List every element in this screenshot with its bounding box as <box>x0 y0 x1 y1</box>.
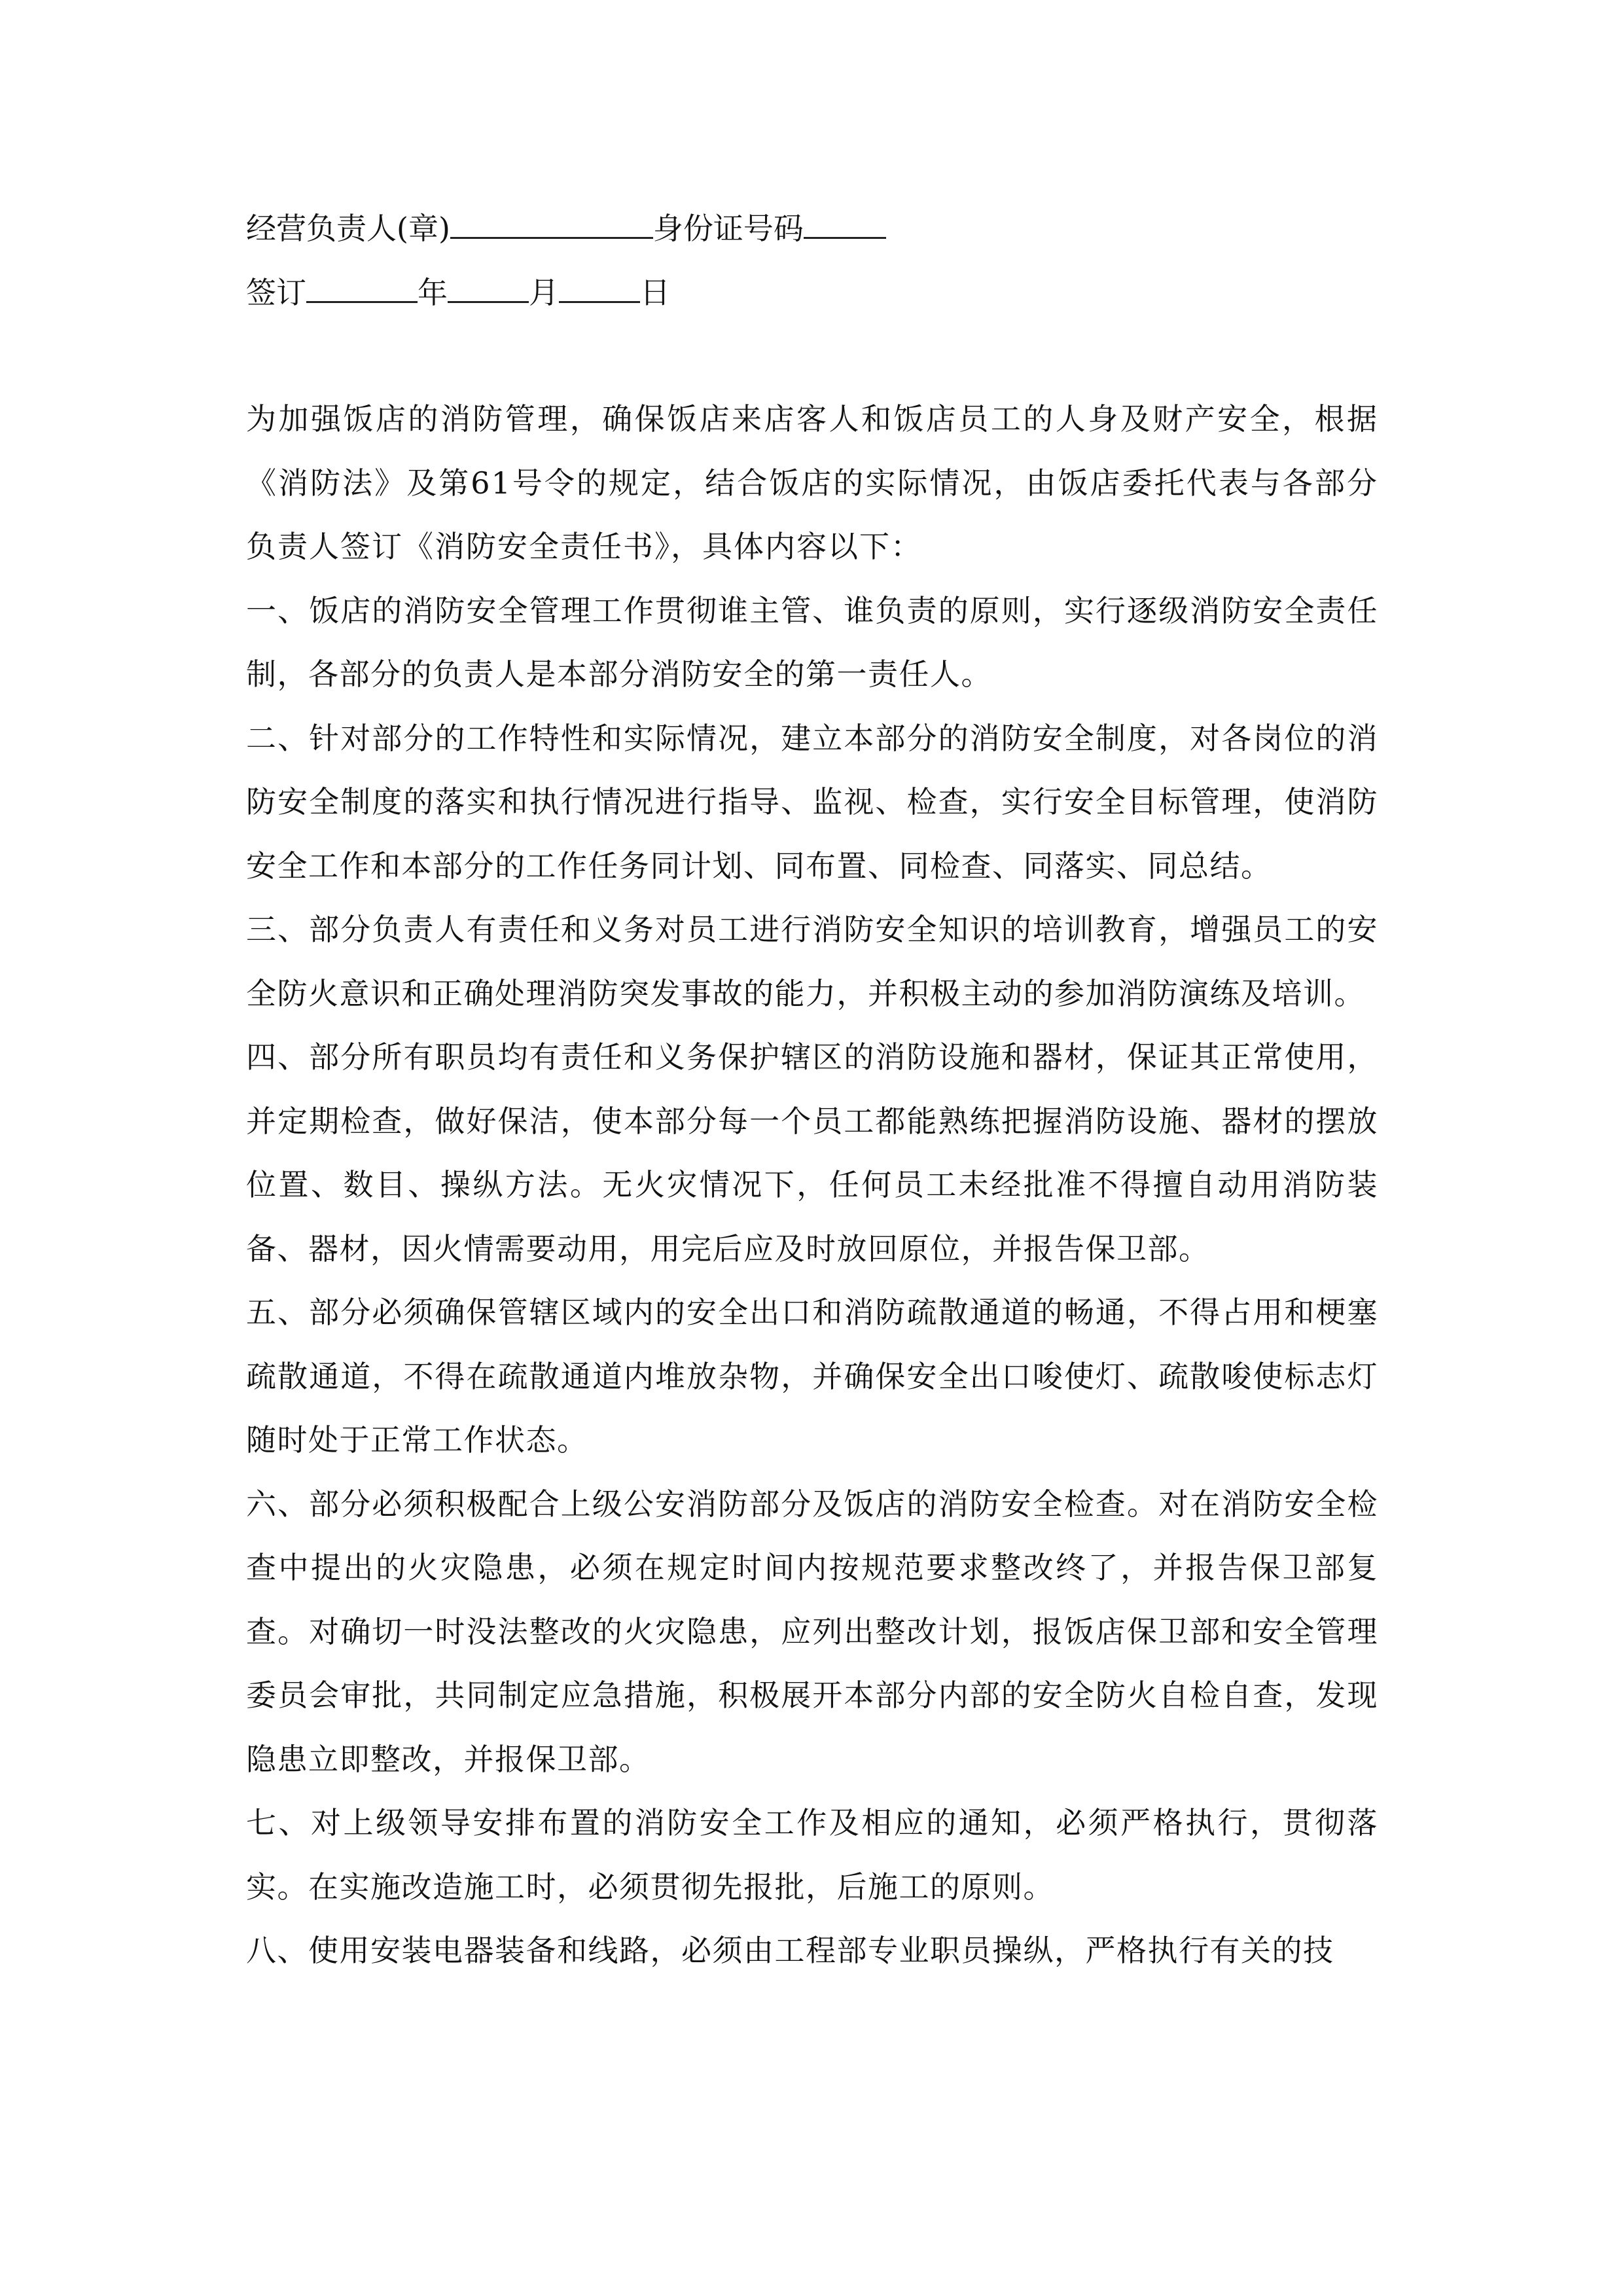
id-number-blank[interactable] <box>804 209 886 239</box>
clause-1-paragraph: 一、饭店的消防安全管理工作贯彻谁主管、谁负责的原则，实行逐级消防安全责任制，各部分的负责人是本部分消防安全的第一责任人。 <box>246 592 1378 692</box>
clause-4-paragraph: 四、部分所有职员均有责任和义务保护辖区的消防设施和器材，保证其正常使用，并定期检查，做好保洁，使本部分每一个员工都能熟练把握消防设施、器材的摆放位置、数目、操纵方法。无火灾情况下，任何员工未经批准不得擅自动用消防装备、器材，因火情需要动用，用完后应及时放回原位，并报告保卫部。 <box>246 1039 1378 1266</box>
clause-8-paragraph: 八、使用安装电器装备和线路，必须由工程部专业职员操纵，严格执行有关的技 <box>246 1933 1334 1968</box>
year-label: 年 <box>418 275 448 310</box>
month-blank[interactable] <box>448 274 529 303</box>
responsible-person-label: 经营负责人(章) <box>246 211 450 246</box>
clause-6-paragraph: 六、部分必须积极配合上级公安消防部分及饭店的消防安全检查。对在消防安全检查中提出的火灾隐患，必须在规定时间内按规范要求整改终了，并报告保卫部复查。对确切一时没法整改的火灾隐患，应列出整改计划，报饭店保卫部和安全管理委员会审批，共同制定应急措施，积极展开本部分内部的安全防火自检自查，发现隐患立即整改，并报保卫部。 <box>246 1486 1378 1777</box>
signing-date-line <box>246 260 1424 325</box>
id-number-label: 身份证号码 <box>652 211 804 246</box>
signing-label: 签订 <box>246 275 306 310</box>
clause-3-paragraph: 三、部分负责人有责任和义务对员工进行消防安全知识的培训教育，增强员工的安全防火意识和正确处理消防突发事故的能力，并积极主动的参加消防演练及培训。 <box>246 912 1378 1011</box>
clause-2-paragraph: 二、针对部分的工作特性和实际情况，建立本部分的消防安全制度，对各岗位的消防安全制度的落实和执行情况进行指导、监视、检查，实行安全目标管理，使消防安全工作和本部分的工作任务同计划、同布置、同检查、同落实、同总结。 <box>246 720 1378 884</box>
day-blank[interactable] <box>559 274 640 303</box>
clause-7-paragraph: 七、对上级领导安排布置的消防安全工作及相应的通知，必须严格执行，贯彻落实。在实施改造施工时，必须贯彻先报批，后施工的原则。 <box>246 1805 1378 1905</box>
document-body <box>246 387 1378 1983</box>
year-blank[interactable] <box>306 274 418 303</box>
responsible-person-blank[interactable] <box>450 209 653 239</box>
signature-block <box>246 196 1424 325</box>
intro-paragraph: 为加强饭店的消防管理，确保饭店来店客人和饭店员工的人身及财产安全，根据《消防法》及第61号令的规定，结合饭店的实际情况，由饭店委托代表与各部分负责人签订《消防安全责任书》，具体内容以下： <box>246 401 1378 564</box>
responsible-person-line <box>246 196 1424 260</box>
month-label: 月 <box>529 275 559 310</box>
clause-5-paragraph: 五、部分必须确保管辖区域内的安全出口和消防疏散通道的畅通，不得占用和梗塞疏散通道，不得在疏散通道内堆放杂物，并确保安全出口唆使灯、疏散唆使标志灯随时处于正常工作状态。 <box>246 1295 1378 1458</box>
day-label: 日 <box>640 275 670 310</box>
